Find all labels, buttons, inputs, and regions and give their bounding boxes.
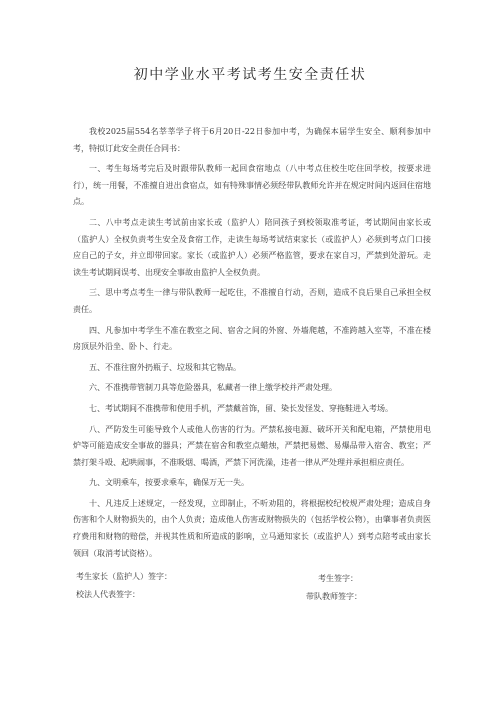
intro-paragraph: 我校2025届554名莘莘学子将于6月20日-22日参加中考，为确保本届学生安全、顺利参加中考，特拟订此安全责任合同书： [73,127,431,153]
document-body [73,124,431,562]
document-title: 初中学业水平考试考生安全责任状 [133,67,367,83]
clause-5: 五、不准往窗外扔瓶子、垃圾和其它物品。 [89,362,241,372]
school-rep-signature-label: 校法人代表签字： [76,590,140,599]
clause-4: 四、凡参加中考学生不准在教室之间、宿舍之间的外窗、外墙爬越，不准跨越入室等，不准在楼房顶层外沿坐、卧卜、行走。 [73,325,431,352]
clause-6: 六、不准携带管制刀具等危险器具，私藏者一律上缴学校并严肃处理。 [89,383,337,393]
clause-1: 一、考生每场考完后及时跟带队教师一起回食宿地点（八中考点住校生吃住回学校，按要求进行），统一用餐，不准擅自进出食宿点，如有特殊事情必须经带队教师允许并在规定时间内返回住宿地点。 [73,164,431,207]
teacher-signature-label: 带队教师签字： [306,592,362,601]
clause-2: 二、八中考点走读生考试前由家长或（监护人）陪同孩子到校领取准考证，考试期间由家长或（监护人）全权负责考生安全及食宿工作，走读生每场考试结束家长（或监护人）必须到考点门口接应自己的子女，并立即带回家。家长（或监护人）必须严格监管，要求在家自习，严禁到处游玩。走读生考试期间误考、出现安全事故由监护人全权负责。 [73,217,431,277]
clause-10: 十、凡违反上述规定，一经发现，立即制止，不听劝阻的，将根据校纪校规严肃处理；造成自身伤害和个人财物损失的，由个人负责；造成他人伤害或财物损失的（包括学校公物），由肇事者负责医疗费用和财物的赔偿，并视其性质和所造成的影响，立马通知家长（或监护人）到考点陪考或由家长领回（取消考试资格）。 [73,498,431,558]
student-signature-label: 考生签字： [318,574,358,583]
clause-3: 三、思中考点考生一律与带队教师一起吃住，不准擅自行动，否则，造成不良后果自己承担全权责任。 [73,288,431,314]
parent-signature-label: 考生家长（监护人）签字： [76,572,172,581]
clause-7: 七、考试期间不准携带和使用手机，严禁戴首饰，留、染长发怪发、穿拖鞋进入考场。 [89,403,393,413]
clause-9: 九、文明乘车，按要求乘车，确保万无一失。 [89,478,249,488]
clause-8: 八、严防发生可能导致个人或他人伤害的行为。严禁私接电源、破坏开关和配电箱，严禁使用电炉等可能造成安全事故的器具；严禁在宿舍和教室点蜡烛，严禁把易燃、易爆品带入宿舍、教室；严禁打架斗殴、起哄闹事，不准吸烟、喝酒，严禁下河洗澡，违者一律从严处理并承担相应责任。 [73,424,431,467]
